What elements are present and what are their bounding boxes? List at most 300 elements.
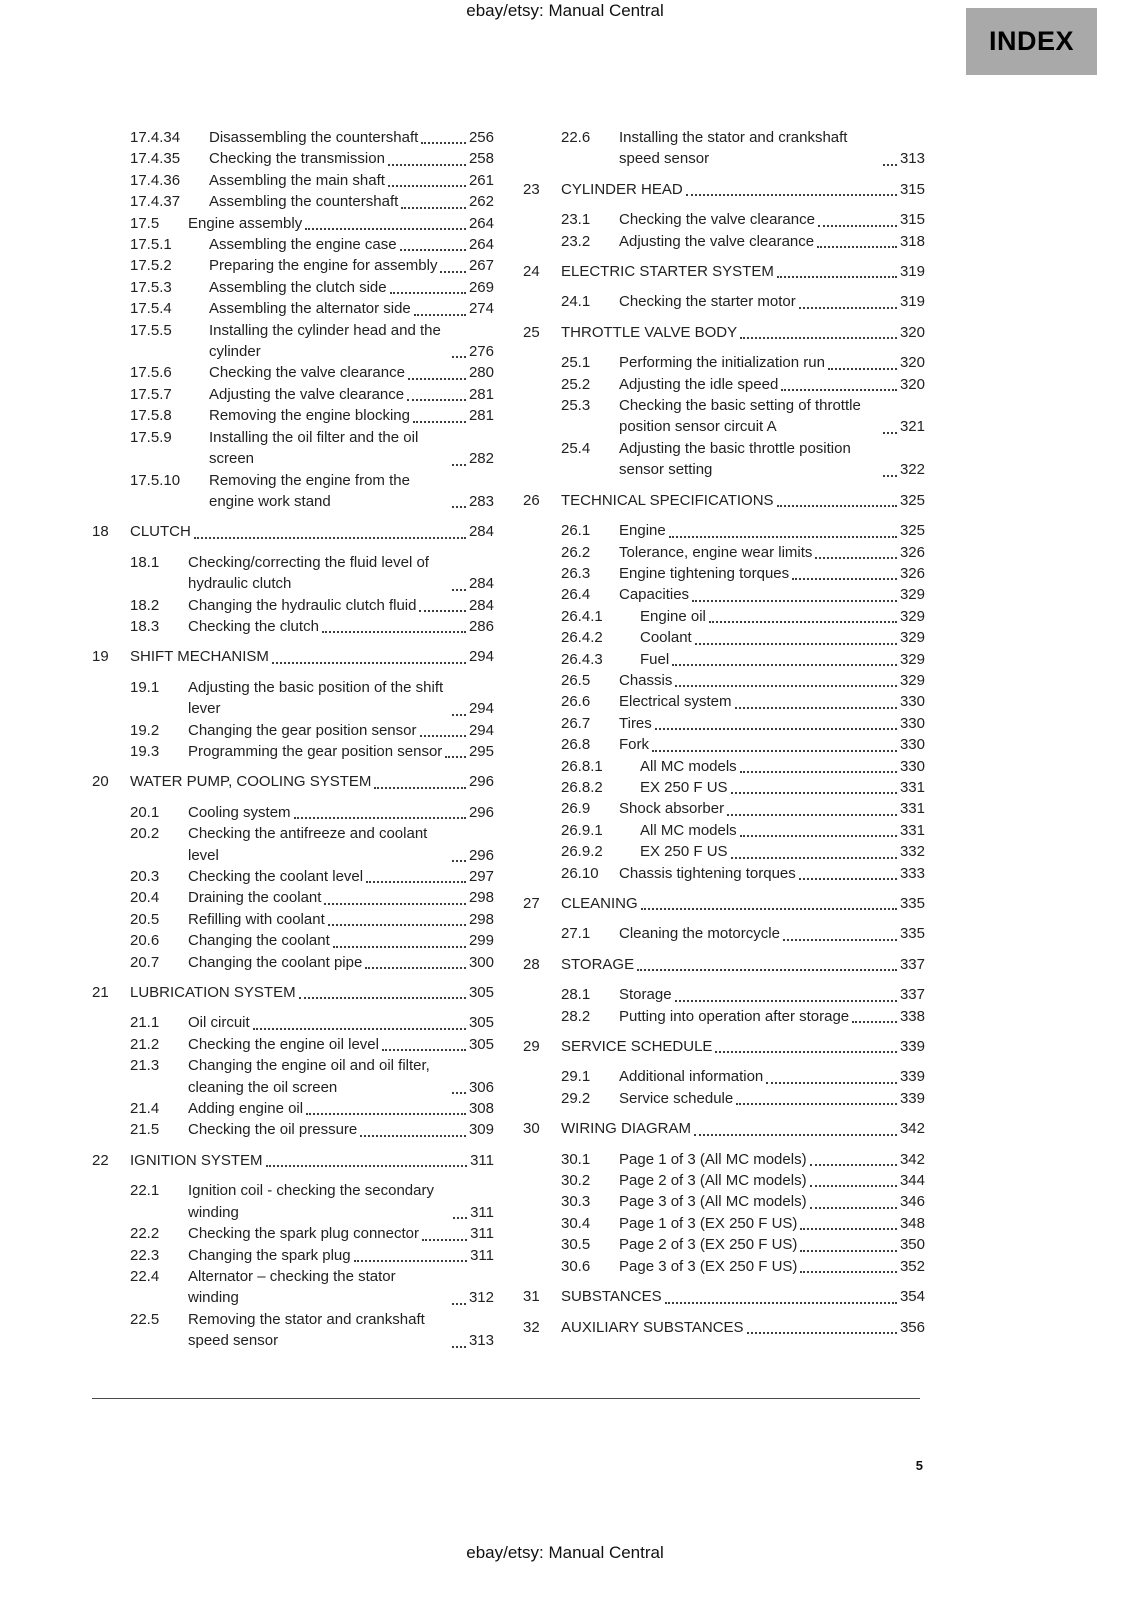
toc-entry-number: 20.7 [130, 953, 160, 971]
toc-entry-number: 25.1 [561, 354, 591, 372]
toc-entry-number: 24.1 [561, 293, 591, 311]
toc-entry-number: 18.2 [130, 596, 160, 614]
toc-entry-page: 325 [899, 522, 925, 540]
toc-row [523, 584, 925, 605]
toc-entry-page: 256 [468, 129, 494, 146]
toc-entry-number: 20.2 [130, 825, 160, 843]
toc-entry-title: Installing the stator and crankshaft speed sensor [619, 129, 848, 168]
toc-entry-title: Installing the cylinder head and the cylinder [209, 321, 441, 361]
toc-entry-number: 21 [92, 984, 109, 1002]
toc-entry-page: 261 [468, 171, 494, 189]
toc-entry-number: 19.1 [130, 678, 160, 696]
toc-row [92, 720, 494, 741]
toc-entry-title: Checking the spark plug connector [188, 1225, 419, 1243]
toc-entry-number: 22.5 [130, 1310, 160, 1328]
toc-entry-title: Performing the initialization run [619, 354, 825, 372]
toc-entry-title: Changing the engine oil and oil filter, cleaning the oil screen [188, 1057, 430, 1096]
toc-entry-number: 20.1 [130, 803, 160, 821]
toc-entry-title: Changing the hydraulic clutch fluid [188, 596, 417, 614]
toc-row [92, 148, 494, 169]
toc-entry-page: 294 [468, 700, 494, 718]
toc-entry-number: 17.5.2 [130, 257, 172, 275]
dot-leader [810, 1185, 897, 1187]
toc-entry-page: 356 [899, 1318, 925, 1336]
toc-entry-title: IGNITION SYSTEM [130, 1151, 263, 1169]
toc-entry-page: 320 [899, 375, 925, 393]
toc-entry-number: 26.3 [561, 564, 591, 582]
dot-leader [675, 685, 897, 687]
toc-row [92, 362, 494, 383]
toc-entry-page: 339 [899, 1089, 925, 1107]
toc-entry-page: 321 [899, 418, 925, 436]
dot-leader [727, 814, 897, 816]
toc-entry-title: STORAGE [561, 955, 635, 973]
dot-leader [306, 1113, 466, 1115]
toc-entry-page: 313 [468, 1332, 494, 1350]
toc-entry-title: EX 250 F US [640, 778, 728, 796]
toc-entry-title: Assembling the main shaft [209, 171, 385, 189]
dot-leader [766, 1082, 897, 1084]
toc-chapter-row [92, 521, 494, 542]
toc-entry-title: Chassis [619, 671, 673, 689]
toc-entry-page: 284 [468, 575, 494, 593]
toc-entry-number: 25.2 [561, 375, 591, 393]
toc-row [92, 952, 494, 973]
toc-entry-number: 17.4.34 [130, 129, 181, 146]
toc-entry-page: 320 [899, 354, 925, 372]
toc-entry-number: 18 [92, 523, 109, 541]
dot-leader [413, 421, 466, 423]
toc-chapter-row [92, 646, 494, 667]
toc-entry-page: 284 [468, 523, 494, 541]
toc-chapter-row [523, 490, 925, 511]
toc-entry-title: Putting into operation after storage [619, 1007, 850, 1025]
toc-entry-title: Capacities [619, 586, 690, 604]
toc-row [523, 691, 925, 712]
toc-entry-title: Adjusting the basic position of the shift lever [188, 678, 444, 718]
toc-entry-page: 269 [468, 278, 494, 296]
toc-entry-number: 29.2 [561, 1089, 591, 1107]
toc-entry-number: 30.4 [561, 1214, 591, 1232]
toc-entry-page: 339 [899, 1068, 925, 1086]
toc-entry-page: 332 [899, 843, 925, 861]
dot-leader [637, 969, 897, 971]
toc-entry-page: 297 [468, 868, 494, 885]
toc-chapter-row [523, 322, 925, 343]
dot-leader [388, 185, 466, 187]
toc-entry-title: All MC models [640, 821, 737, 839]
toc-entry-number: 19.3 [130, 742, 160, 760]
dot-leader [883, 475, 897, 477]
toc-row [523, 127, 925, 170]
toc-entry-title: Adjusting the basic throttle position sensor setting [619, 439, 851, 479]
toc-entry-page: 330 [899, 714, 925, 732]
toc-entry-number: 17.5.3 [130, 278, 172, 296]
toc-entry-page: 264 [468, 214, 494, 232]
toc-entry-number: 26.4 [561, 586, 591, 604]
toc-entry-page: 335 [899, 925, 925, 943]
toc-entry-title: Page 2 of 3 (EX 250 F US) [619, 1236, 798, 1254]
toc-row [92, 741, 494, 762]
toc-row [523, 395, 925, 438]
dot-leader [828, 368, 897, 370]
dot-leader [382, 1049, 466, 1051]
toc-entry-title: THROTTLE VALVE BODY [561, 323, 738, 341]
toc-entry-number: 25 [523, 323, 540, 341]
toc-row [523, 352, 925, 373]
toc-entry-title: Installing the oil filter and the oil screen [209, 428, 419, 468]
toc-entry-number: 17.5 [130, 214, 160, 232]
dot-leader [740, 337, 897, 339]
toc-entry-number: 28.1 [561, 986, 591, 1004]
toc-chapter-row [523, 1036, 925, 1057]
toc-row [92, 1245, 494, 1266]
toc-entry-page: 296 [468, 803, 494, 821]
toc-row [523, 374, 925, 395]
dot-leader [407, 399, 466, 401]
toc-entry-title: Electrical system [619, 693, 732, 711]
toc-chapter-row [523, 179, 925, 200]
dot-leader [305, 228, 466, 230]
dot-leader [420, 735, 466, 737]
toc-entry-number: 28.2 [561, 1007, 591, 1025]
toc-entry-number: 26.7 [561, 714, 591, 732]
toc-row [92, 127, 494, 148]
toc-entry-number: 30.6 [561, 1257, 591, 1275]
toc-entry-page: 309 [468, 1121, 494, 1139]
toc-entry-title: Page 2 of 3 (All MC models) [619, 1172, 807, 1190]
toc-entry-number: 26.4.2 [561, 629, 603, 647]
toc-entry-number: 17.5.6 [130, 364, 172, 382]
toc-entry-number: 28 [523, 955, 540, 973]
toc-entry-number: 23.2 [561, 232, 591, 250]
toc-entry-number: 30.5 [561, 1236, 591, 1254]
toc-entry-page: 322 [899, 461, 925, 479]
toc-entry-page: 311 [470, 1151, 494, 1169]
toc-entry-number: 22.1 [130, 1182, 160, 1200]
toc-entry-title: Refilling with coolant [188, 910, 325, 928]
toc-entry-number: 24 [523, 263, 540, 281]
toc-row [523, 1088, 925, 1109]
dot-leader [695, 643, 897, 645]
dot-leader [452, 1092, 466, 1094]
toc-entry-page: 350 [899, 1236, 925, 1254]
dot-leader [445, 756, 466, 758]
toc-entry-page: 331 [899, 821, 925, 839]
index-tab-label: INDEX [988, 26, 1075, 56]
toc-row [523, 756, 925, 777]
toc-row [92, 887, 494, 908]
dot-leader [810, 1164, 897, 1166]
toc-row [523, 1234, 925, 1255]
toc-row [92, 470, 494, 513]
dot-leader [366, 881, 466, 883]
toc-entry-number: 22.3 [130, 1246, 160, 1264]
toc-entry-page: 330 [899, 693, 925, 711]
dot-leader [354, 1260, 467, 1262]
toc-entry-title: LUBRICATION SYSTEM [130, 984, 296, 1002]
toc-row [523, 1006, 925, 1027]
toc-row [92, 255, 494, 276]
dot-leader [390, 292, 466, 294]
toc-entry-title: Oil circuit [188, 1014, 250, 1032]
toc-entry-page: 319 [899, 293, 925, 311]
toc-entry-number: 20 [92, 773, 109, 791]
toc-entry-page: 337 [899, 986, 925, 1004]
toc-row [92, 1266, 494, 1309]
toc-entry-number: 17.5.10 [130, 471, 181, 489]
toc-entry-number: 29 [523, 1038, 540, 1056]
toc-row [523, 777, 925, 798]
toc-chapter-row [523, 893, 925, 914]
dot-leader [452, 589, 466, 591]
toc-entry-number: 26.4.1 [561, 607, 603, 625]
toc-entry-page: 329 [899, 671, 925, 689]
toc-row [92, 234, 494, 255]
toc-entry-title: Checking the valve clearance [209, 364, 405, 382]
toc-row [92, 1055, 494, 1098]
dot-leader [799, 307, 897, 309]
dot-leader [800, 1271, 897, 1273]
toc-entry-title: Changing the coolant pipe [188, 953, 363, 971]
toc-row [523, 923, 925, 944]
dot-leader [333, 946, 466, 948]
toc-row [523, 841, 925, 862]
toc-entry-page: 258 [468, 150, 494, 168]
toc-entry-page: 318 [899, 232, 925, 250]
dot-leader [815, 557, 897, 559]
toc-row [523, 984, 925, 1005]
toc-entry-page: 281 [468, 407, 494, 425]
toc-entry-number: 22.4 [130, 1267, 160, 1285]
toc-entry-number: 27 [523, 895, 540, 912]
toc-entry-title: Additional information [619, 1068, 764, 1086]
dot-leader [675, 1000, 897, 1002]
toc-entry-title: Engine tightening torques [619, 564, 790, 582]
toc-entry-page: 294 [468, 721, 494, 739]
toc-entry-title: Page 3 of 3 (All MC models) [619, 1193, 807, 1211]
header-title: ebay/etsy: Manual Central [466, 1, 664, 20]
toc-entry-number: 17.5.8 [130, 407, 172, 425]
toc-entry-page: 262 [468, 193, 494, 211]
toc-entry-number: 26.8 [561, 736, 591, 754]
toc-entry-title: Assembling the alternator side [209, 300, 411, 318]
toc-entry-number: 20.3 [130, 868, 160, 885]
dot-leader [322, 631, 466, 633]
toc-entry-page: 305 [468, 1035, 494, 1053]
toc-entry-number: 30 [523, 1120, 540, 1138]
toc-row [92, 1223, 494, 1244]
toc-entry-page: 330 [899, 736, 925, 754]
toc-entry-title: Checking the basic setting of throttle position sensor circuit A [619, 397, 861, 436]
toc-entry-number: 17.5.1 [130, 236, 172, 254]
toc-entry-page: 344 [899, 1172, 925, 1190]
toc-entry-number: 18.3 [130, 617, 160, 635]
toc-entry-title: CLUTCH [130, 523, 191, 541]
dot-leader [641, 908, 897, 910]
toc-entry-number: 23 [523, 180, 540, 198]
toc-entry-page: 300 [468, 953, 494, 971]
toc-entry-number: 17.4.36 [130, 171, 181, 189]
dot-leader [452, 506, 466, 508]
toc-row [92, 930, 494, 951]
toc-entry-page: 331 [899, 778, 925, 796]
toc-entry-number: 22.2 [130, 1225, 160, 1243]
toc-entry-title: Changing the gear position sensor [188, 721, 417, 739]
toc-entry-page: 352 [899, 1257, 925, 1275]
toc-entry-number: 17.4.35 [130, 150, 181, 168]
toc-entry-number: 21.3 [130, 1057, 160, 1075]
toc-chapter-row [523, 954, 925, 975]
toc-entry-page: 348 [899, 1214, 925, 1232]
toc-entry-page: 339 [899, 1038, 925, 1056]
toc-entry-title: Page 1 of 3 (EX 250 F US) [619, 1214, 798, 1232]
dot-leader [731, 792, 897, 794]
toc-entry-title: TECHNICAL SPECIFICATIONS [561, 491, 774, 509]
toc-entry-number: 23.1 [561, 211, 591, 229]
toc-row [92, 405, 494, 426]
toc-chapter-row [92, 982, 494, 1003]
toc-entry-page: 337 [899, 955, 925, 973]
toc-row [92, 866, 494, 887]
toc-column-right [523, 127, 925, 1352]
toc-entry-page: 282 [468, 450, 494, 468]
toc-entry-title: All MC models [640, 757, 737, 775]
toc-row [523, 606, 925, 627]
dot-leader [421, 142, 466, 144]
toc-entry-number: 26.4.3 [561, 650, 603, 668]
toc-row [92, 1309, 494, 1352]
dot-leader [665, 1302, 897, 1304]
toc-entry-title: Cooling system [188, 803, 291, 821]
toc-entry-page: 311 [470, 1203, 494, 1221]
toc-entry-title: SHIFT MECHANISM [130, 648, 269, 666]
toc-entry-page: 335 [899, 895, 925, 912]
dot-leader [709, 621, 897, 623]
toc-row [92, 595, 494, 616]
dot-leader [440, 271, 466, 273]
toc-row [523, 542, 925, 563]
toc-entry-title: Adding engine oil [188, 1100, 304, 1118]
toc-entry-title: Page 3 of 3 (EX 250 F US) [619, 1257, 798, 1275]
toc-entry-title: Chassis tightening torques [619, 864, 796, 882]
toc-entry-page: 342 [899, 1150, 925, 1168]
toc-entry-title: Changing the spark plug [188, 1246, 351, 1264]
dot-leader [414, 314, 466, 316]
toc-entry-page: 276 [468, 343, 494, 361]
toc-entry-page: 329 [899, 650, 925, 668]
footer-title: ebay/etsy: Manual Central [466, 1543, 664, 1562]
dot-leader [694, 1134, 897, 1136]
dot-leader [715, 1051, 897, 1053]
toc-entry-title: Engine oil [640, 607, 706, 625]
toc-entry-page: 264 [468, 236, 494, 254]
toc-entry-title: Checking the clutch [188, 617, 319, 635]
toc-row [523, 520, 925, 541]
toc-row [523, 1170, 925, 1191]
toc-row [92, 191, 494, 212]
toc-row [523, 820, 925, 841]
toc-entry-number: 26.2 [561, 543, 591, 561]
dot-leader [453, 1217, 467, 1219]
dot-leader [692, 600, 897, 602]
toc-entry-title: Removing the engine from the engine work stand [209, 471, 410, 510]
dot-leader [800, 1228, 897, 1230]
toc-entry-title: Removing the stator and crankshaft speed sensor [188, 1310, 425, 1350]
toc-row [523, 649, 925, 670]
toc-entry-number: 20.6 [130, 932, 160, 950]
toc-row [92, 909, 494, 930]
dot-leader [388, 164, 466, 166]
toc-entry-page: 315 [899, 180, 925, 198]
dot-leader [777, 276, 897, 278]
dot-leader [740, 835, 897, 837]
toc-entry-number: 26.9.2 [561, 843, 603, 861]
dot-leader [652, 750, 897, 752]
toc-row [523, 713, 925, 734]
toc-entry-title: SERVICE SCHEDULE [561, 1038, 713, 1056]
toc-entry-page: 315 [899, 211, 925, 229]
dot-leader [419, 610, 465, 612]
dot-leader [672, 664, 897, 666]
dot-leader [740, 771, 897, 773]
toc-row [523, 209, 925, 230]
dot-leader [360, 1135, 466, 1137]
toc-row [92, 1119, 494, 1140]
toc-entry-title: CYLINDER HEAD [561, 180, 683, 198]
toc-entry-number: 27.1 [561, 925, 591, 943]
toc-entry-number: 32 [523, 1318, 540, 1336]
toc-entry-page: 346 [899, 1193, 925, 1211]
dot-leader [266, 1165, 468, 1167]
toc-chapter-row [523, 1286, 925, 1307]
dot-leader [194, 537, 466, 539]
toc-entry-number: 26.9 [561, 800, 591, 818]
toc-entry-title: Engine [619, 522, 666, 540]
toc-entry-number: 26.9.1 [561, 821, 603, 839]
dot-leader [735, 707, 897, 709]
dot-leader [810, 1207, 897, 1209]
toc-entry-page: 298 [468, 889, 494, 907]
toc-entry-title: Storage [619, 986, 672, 1004]
dot-leader [401, 207, 466, 209]
toc-row [92, 552, 494, 595]
dot-leader [686, 194, 897, 196]
toc-entry-number: 20.4 [130, 889, 160, 907]
toc-entry-number: 17.5.7 [130, 385, 172, 403]
toc-entry-page: 295 [468, 742, 494, 760]
toc-entry-title: Fuel [640, 650, 670, 668]
toc-entry-page: 311 [470, 1246, 494, 1264]
toc-entry-number: 30.2 [561, 1172, 591, 1190]
dot-leader [452, 714, 466, 716]
dot-leader [408, 378, 466, 380]
toc-entry-title: SUBSTANCES [561, 1288, 662, 1306]
toc-entry-title: Shock absorber [619, 800, 725, 818]
toc-entry-number: 26 [523, 491, 540, 509]
dot-leader [747, 1332, 897, 1334]
toc-entry-title: Removing the engine blocking [209, 407, 410, 425]
dot-leader [452, 464, 466, 466]
toc-entry-title: Adjusting the valve clearance [619, 232, 815, 250]
toc-entry-page: 319 [899, 263, 925, 281]
toc-entry-number: 17.4.37 [130, 193, 181, 211]
toc-entry-title: Checking the valve clearance [619, 211, 815, 229]
toc-entry-page: 296 [468, 773, 494, 791]
toc-entry-number: 19 [92, 648, 109, 666]
toc-row [92, 1034, 494, 1055]
toc-entry-page: 329 [899, 607, 925, 625]
